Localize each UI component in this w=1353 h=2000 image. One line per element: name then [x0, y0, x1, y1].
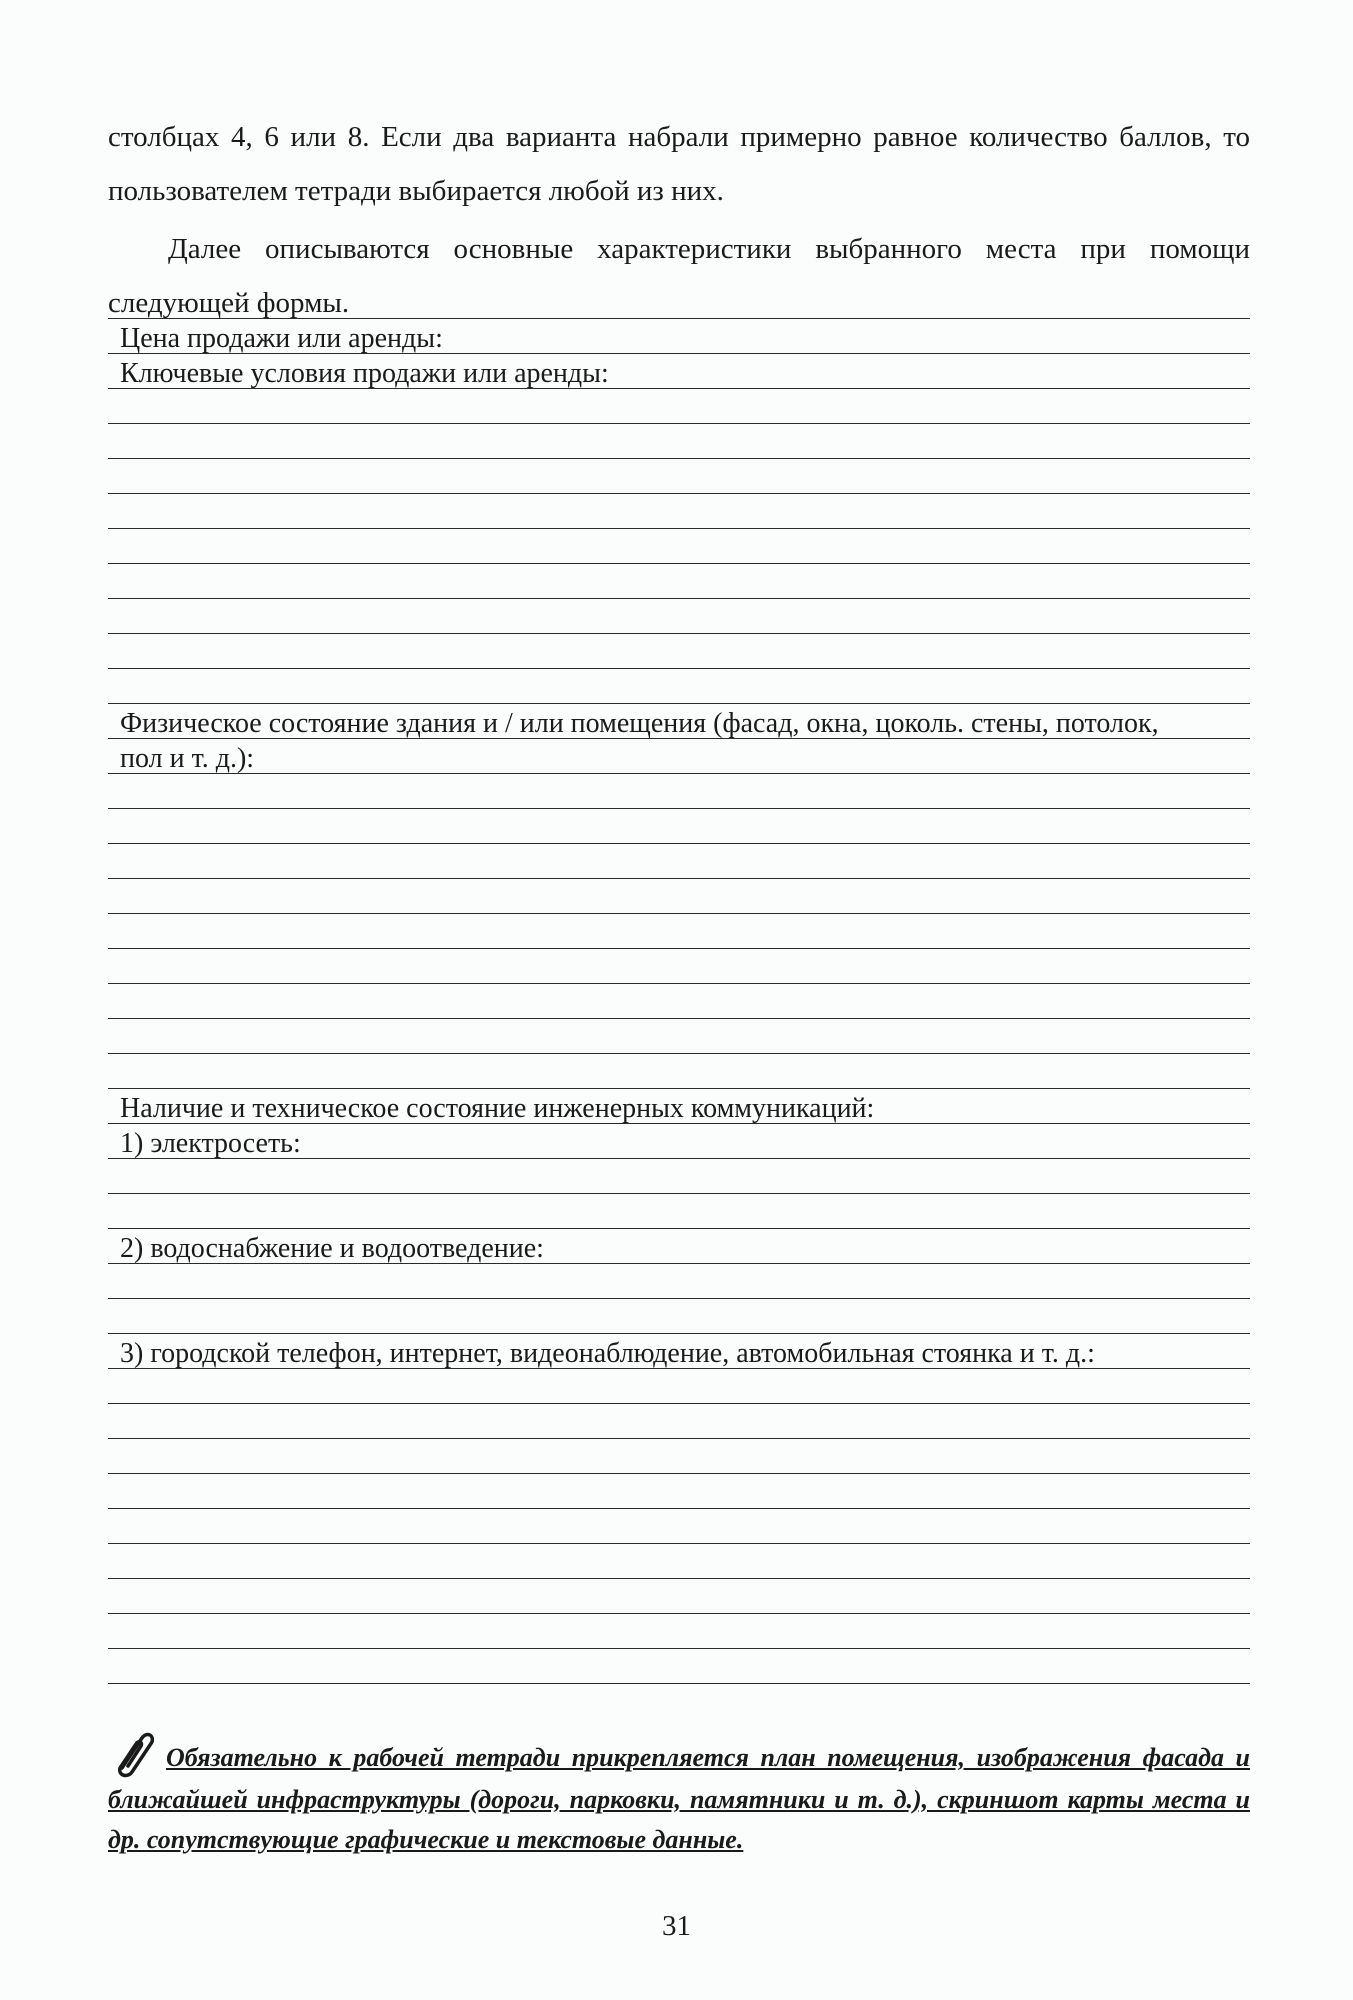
- utility-1-label: 1) электросеть:: [120, 1128, 301, 1159]
- intro-paragraph-1: столбцах 4, 6 или 8. Если два варианта набрали примерно равное количество баллов, то пользователем тетради выбирается любой из них.: [108, 121, 1250, 207]
- blank-line[interactable]: [108, 1404, 1250, 1439]
- blank-line[interactable]: [108, 459, 1250, 494]
- blank-line[interactable]: [108, 1509, 1250, 1544]
- blank-line[interactable]: [108, 809, 1250, 844]
- blank-line[interactable]: [108, 634, 1250, 669]
- condition-label-1: Физическое состояние здания и / или помещения (фасад, окна, цоколь. стены, потолок,: [120, 708, 1159, 739]
- blank-line[interactable]: [108, 599, 1250, 634]
- blank-line[interactable]: [108, 1019, 1250, 1054]
- utility-2-line[interactable]: [108, 1229, 1250, 1264]
- blank-line[interactable]: [108, 1614, 1250, 1649]
- blank-line[interactable]: [108, 669, 1250, 704]
- condition-line-2[interactable]: [108, 739, 1250, 774]
- blank-line[interactable]: [108, 844, 1250, 879]
- blank-line[interactable]: [108, 494, 1250, 529]
- price-line[interactable]: [108, 319, 1250, 354]
- blank-line[interactable]: [108, 1544, 1250, 1579]
- blank-line[interactable]: [108, 1194, 1250, 1229]
- price-label: Цена продажи или аренды:: [120, 323, 443, 354]
- blank-line[interactable]: [108, 1264, 1250, 1299]
- blank-line[interactable]: [108, 529, 1250, 564]
- blank-line[interactable]: [108, 774, 1250, 809]
- blank-line[interactable]: [108, 1579, 1250, 1614]
- blank-line[interactable]: [108, 1054, 1250, 1089]
- page-number: 31: [662, 1910, 691, 1942]
- attachment-note: [108, 1728, 1250, 1860]
- blank-line[interactable]: [108, 1439, 1250, 1474]
- blank-line[interactable]: [108, 914, 1250, 949]
- utility-3-label: 3) городской телефон, интернет, видеонаблюдение, автомобильная стоянка и т. д.:: [120, 1338, 1095, 1369]
- blank-line[interactable]: [108, 879, 1250, 914]
- blank-line[interactable]: [108, 564, 1250, 599]
- blank-line[interactable]: [108, 1474, 1250, 1509]
- intro-paragraph-2: Далее описываются основные характеристики выбранного места при помощи следующей формы.: [108, 233, 1250, 319]
- condition-line-1[interactable]: [108, 704, 1250, 739]
- blank-line[interactable]: [108, 1299, 1250, 1334]
- blank-line[interactable]: [108, 1369, 1250, 1404]
- utility-3-line[interactable]: [108, 1334, 1250, 1369]
- utility-2-label: 2) водоснабжение и водоотведение:: [120, 1233, 544, 1264]
- terms-line[interactable]: [108, 354, 1250, 389]
- condition-label-2: пол и т. д.):: [120, 743, 255, 774]
- blank-line[interactable]: [108, 1159, 1250, 1194]
- utilities-label: Наличие и техническое состояние инженерных коммуникаций:: [120, 1093, 875, 1124]
- paperclip-icon: [108, 1728, 160, 1780]
- blank-line[interactable]: [108, 984, 1250, 1019]
- form-lines: [108, 284, 1250, 1684]
- blank-line[interactable]: [108, 424, 1250, 459]
- blank-line[interactable]: [108, 284, 1250, 319]
- utilities-line[interactable]: [108, 1089, 1250, 1124]
- note-text: Обязательно к рабочей тетради прикрепляется план помещения, изображения фасада и ближайшей инфраструктуры (дороги, парковки, памятники и т. д.), скриншот карты места и др. сопутствующие графические и текстовые данные.: [108, 1743, 1250, 1854]
- terms-label: Ключевые условия продажи или аренды:: [120, 358, 609, 389]
- blank-line[interactable]: [108, 389, 1250, 424]
- blank-line[interactable]: [108, 1649, 1250, 1684]
- blank-line[interactable]: [108, 949, 1250, 984]
- utility-1-line[interactable]: [108, 1124, 1250, 1159]
